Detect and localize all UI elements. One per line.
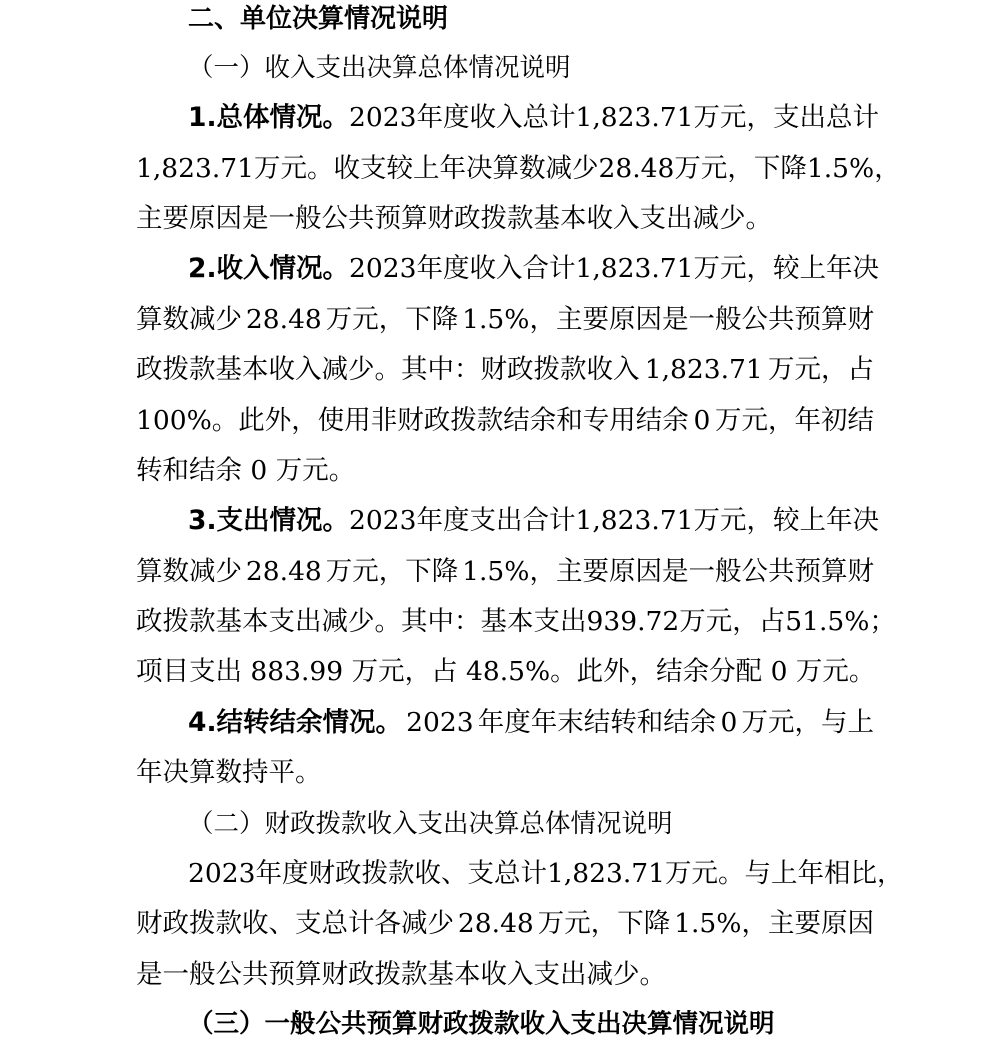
p4-l1-2: 0: [720, 707, 738, 738]
p2-line-5: 转和结余 0 万元。: [136, 455, 356, 486]
p2-l1-0: 2023: [349, 253, 417, 284]
p5-l1-3: 万元。与上年相比，: [664, 858, 904, 889]
p5-l2-0: 财政拨款收、支总计各减少: [136, 908, 454, 939]
p4-l1-0: 2023: [406, 707, 474, 738]
p2-l4-0: 100%。此外，使用非财政拨款结余和专用结余: [136, 405, 689, 436]
p1-l1-1: 年度收入总计: [416, 102, 576, 133]
p5-l2-3: 1.5%，主要原因: [674, 908, 874, 939]
p2-line-2: [136, 302, 874, 338]
p3-l1-3: 万元，较上年决: [693, 505, 879, 536]
p5-l1-2: 1,823.71: [546, 858, 665, 889]
p2-l3-2: 万元，占: [767, 354, 874, 385]
p3-line-3: [136, 604, 896, 640]
section-title: 二、单位决算情况说明: [188, 4, 449, 34]
p5-l2-2: 万元，下降: [537, 908, 671, 939]
p5-line-3: 是一般公共预算财政拨款基本收入支出减少。: [136, 959, 666, 990]
p1-l1-0: 2023: [349, 102, 417, 133]
p2-line-1: [188, 251, 879, 287]
p3-line-2: [136, 554, 874, 590]
p1-l1-3: 万元，支出总计: [693, 102, 879, 133]
p2-l2-2: 万元，下降: [325, 304, 459, 335]
p1-label: 1.总体情况。: [188, 102, 350, 133]
p3-l1-2: 1,823.71: [575, 505, 694, 536]
p1-line-3: 主要原因是一般公共预算财政拨款基本收入支出减少。: [136, 203, 772, 234]
p2-l2-0: 算数减少: [136, 304, 242, 335]
p3-l2-0: 算数减少: [136, 556, 242, 587]
p2-line-3: [136, 352, 874, 388]
p2-l2-1: 28.48: [245, 304, 322, 335]
p1-line-2: [136, 151, 901, 187]
p2-label: 2.收入情况。: [188, 253, 350, 284]
p1-l2-2: 28.48: [598, 153, 675, 184]
p5-l1-1: 年度财政拨款收、支总计: [255, 858, 547, 889]
p2-l1-1: 年度收入合计: [416, 253, 576, 284]
p4-line-1: [188, 705, 874, 741]
p3-l3-1: 939.72: [586, 606, 680, 637]
p3-l3-3: 51.5%；: [785, 606, 896, 637]
p5-line-1: [188, 856, 904, 892]
p3-line-1: [188, 503, 879, 539]
p3-l1-0: 2023: [349, 505, 417, 536]
p4-label: 4.结转结余情况。: [188, 707, 403, 738]
p4-l1-1: 年度年末结转和结余: [477, 707, 717, 738]
p3-l2-1: 28.48: [245, 556, 322, 587]
p3-line-4: 项目支出 883.99 万元，占 48.5%。此外，结余分配 0 万元。: [136, 656, 876, 687]
p3-l1-1: 年度支出合计: [416, 505, 576, 536]
p3-l2-2: 万元，下降: [325, 556, 459, 587]
p5-line-2: [136, 906, 874, 942]
p2-l2-3: 1.5%，主要原因是一般公共预算财: [462, 304, 874, 335]
p1-l1-2: 1,823.71: [575, 102, 694, 133]
p2-l3-1: 1,823.71: [644, 354, 763, 385]
p1-line-1: [188, 100, 879, 136]
subsection-title-1: （一）收入支出决算总体情况说明: [188, 53, 571, 83]
p2-l4-2: 万元，年初结: [714, 405, 874, 436]
p2-l1-3: 万元，较上年决: [693, 253, 879, 284]
p2-l1-2: 1,823.71: [575, 253, 694, 284]
p5-l1-0: 2023: [188, 858, 256, 889]
p3-l3-0: 政拨款基本支出减少。其中：基本支出: [136, 606, 587, 637]
p3-l2-3: 1.5%，主要原因是一般公共预算财: [462, 556, 874, 587]
subsection-title-2: （二）财政拨款收入支出决算总体情况说明: [188, 809, 673, 839]
p4-line-2: 年决算数持平。: [136, 757, 322, 788]
p1-l2-1: 万元。收支较上年决算数减少: [254, 153, 599, 184]
p3-l3-2: 万元，占: [679, 606, 786, 637]
p2-l4-1: 0: [693, 405, 711, 436]
p2-l3-0: 政拨款基本收入减少。其中：财政拨款收入: [136, 354, 640, 385]
p4-l1-3: 万元，与上: [741, 707, 874, 738]
subsection-title-3: （三）一般公共预算财政拨款收入支出决算情况说明: [188, 1009, 775, 1039]
p2-line-4: [136, 403, 874, 439]
p1-l2-3: 万元，下降: [674, 153, 807, 184]
p5-l2-1: 28.48: [457, 908, 534, 939]
p1-l2-4: 1.5%，: [806, 153, 901, 184]
p1-l2-0: 1,823.71: [136, 153, 255, 184]
p3-label: 3.支出情况。: [188, 505, 350, 536]
